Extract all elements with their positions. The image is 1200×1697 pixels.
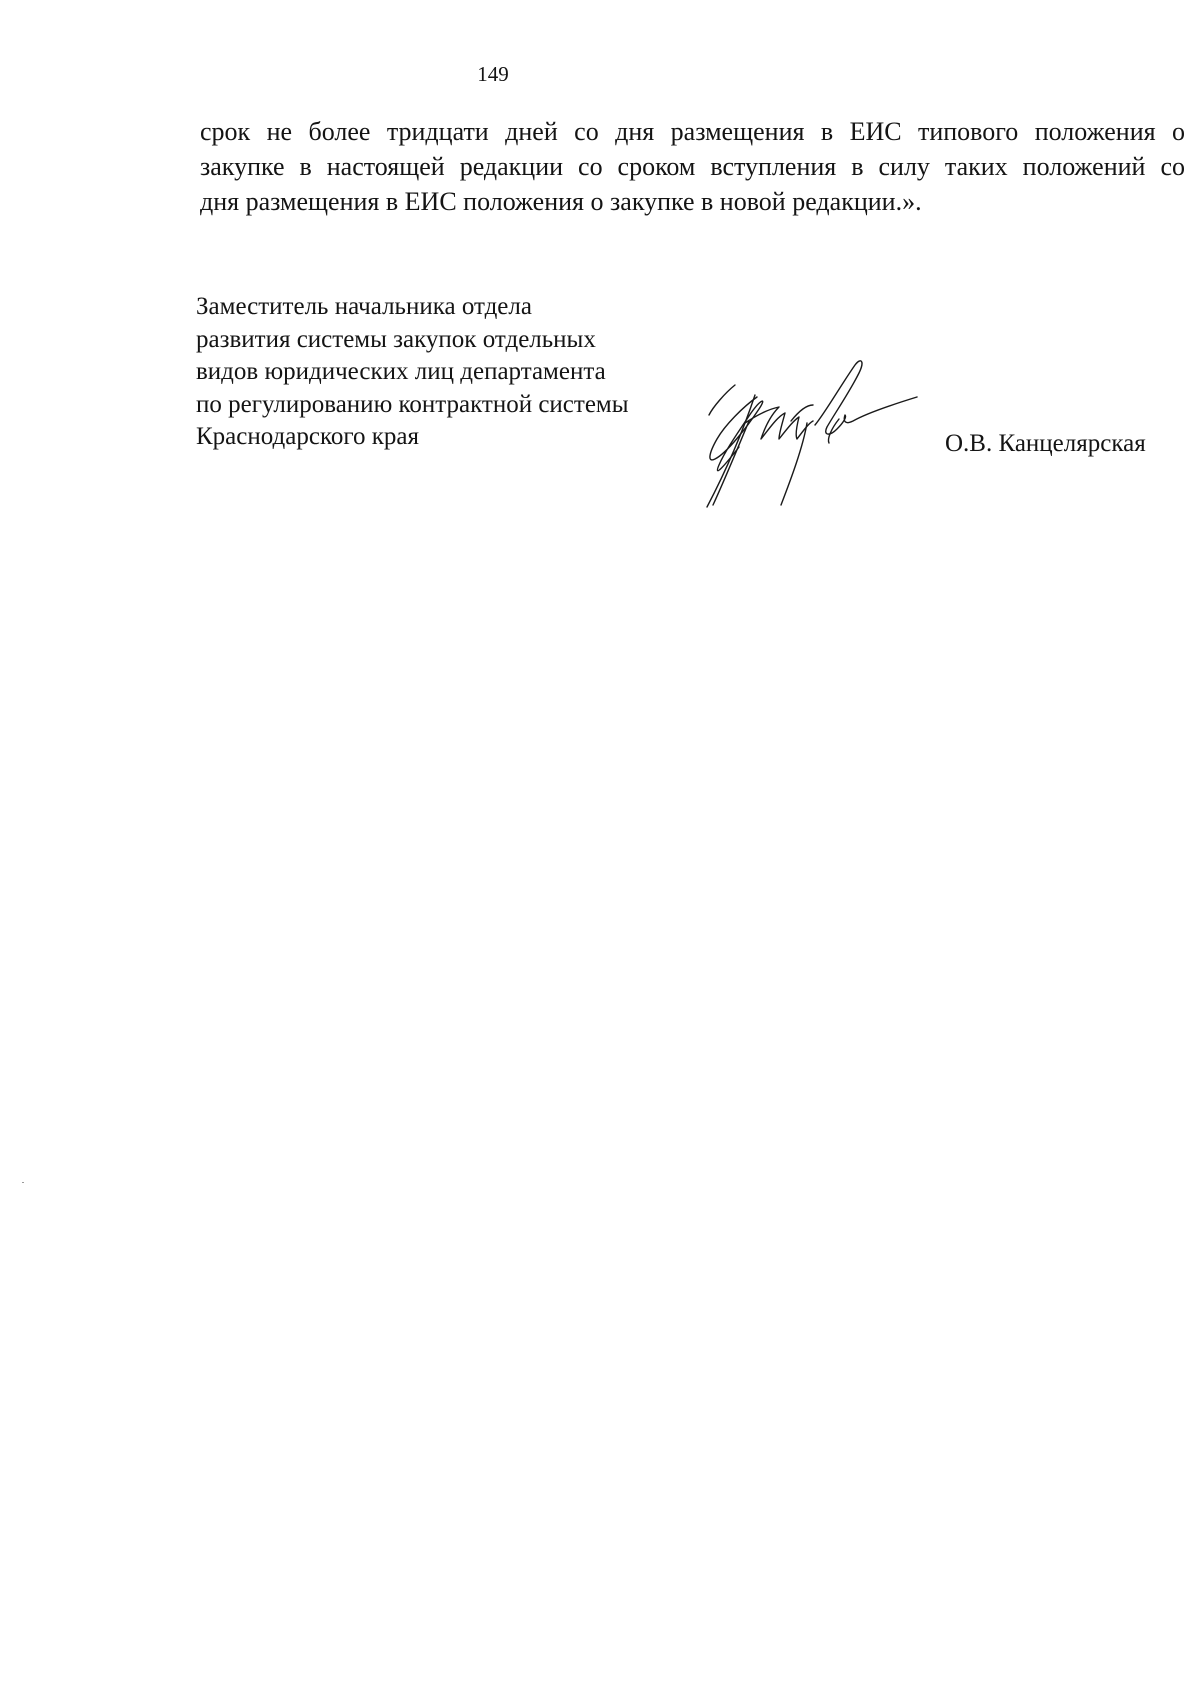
signatory-title (196, 291, 696, 454)
signatory-title-line: Заместитель начальника отдела (196, 293, 532, 320)
signatory-title-line: видов юридических лиц департамента (196, 358, 606, 385)
signatory-title-line: развития системы закупок отдельных (196, 325, 596, 353)
signatory-title-line: по регулированию контрактной системы (196, 390, 629, 418)
page-number (0, 62, 1200, 87)
paragraph-line: закупке в настоящей редакции со сроком вступления в силу таких положений со (200, 152, 1185, 181)
body-paragraph (200, 114, 1185, 219)
paragraph-line: дня размещения в ЕИС положения о закупке в новой редакции.». (200, 187, 922, 216)
scan-artifact (22, 1182, 24, 1183)
signatory-title-line: Краснодарского края (196, 423, 419, 450)
signer-name: О.В. Канцелярская (945, 430, 1146, 457)
page-number-text: 149 (477, 62, 509, 86)
handwritten-signature (695, 355, 975, 515)
paragraph-line: срок не более тридцати дней со дня размещения в ЕИС типового положения о (200, 117, 1185, 146)
